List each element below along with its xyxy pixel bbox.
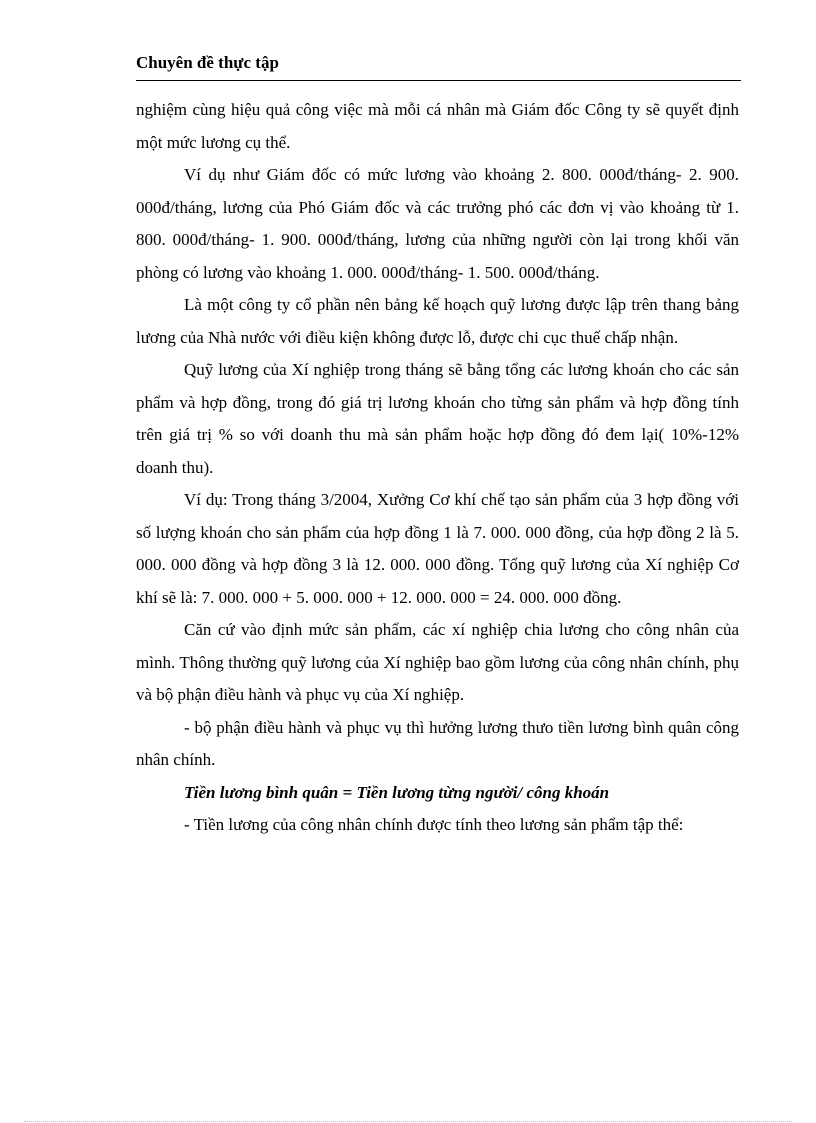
paragraph-salary-fund: Quỹ lương của Xí nghiệp trong tháng sẽ bằng tổng các lương khoán cho các sản phẩm và hợp đồng, trong đó giá trị lương khoán cho từng sản phẩm và hợp đồng tính trên giá trị % so với doanh thu mà sản phẩm hoặc hợp đồng đó đem lại( 10%-12% doanh thu). bbox=[136, 360, 739, 477]
paragraph-salary-plan: Là một công ty cổ phần nên bảng kế hoạch quỹ lương được lập trên thang bảng lương của Nhà nước với điều kiện không được lỗ, được chi cục thuế chấp nhận. bbox=[136, 295, 739, 347]
paragraph-salary-example: Ví dụ như Giám đốc có mức lương vào khoảng 2. 800. 000đ/tháng- 2. 900. 000đ/tháng, lương của Phó Giám đốc và các trưởng phó các đơn vị vào khoảng từ 1. 800. 000đ/tháng- 1. 900. 000đ/tháng, lương của những người còn lại trong khối văn phòng có lương vào khoảng 1. 000. 000đ/tháng- 1. 500. 000đ/tháng. bbox=[136, 165, 739, 282]
paragraph-continuation: nghiệm cùng hiệu quả công việc mà mỗi cá nhân mà Giám đốc Công ty sẽ quyết định một mức lương cụ thể. bbox=[136, 100, 739, 152]
formula-average-salary: Tiền lương bình quân = Tiền lương từng người/ công khoán bbox=[184, 782, 610, 802]
header-rule bbox=[136, 80, 741, 81]
paragraph-main-workers: - Tiền lương của công nhân chính được tính theo lương sản phẩm tập thể: bbox=[184, 815, 684, 834]
document-body bbox=[136, 94, 739, 842]
page-bottom-border bbox=[24, 1121, 792, 1122]
paragraph-salary-distribution: Căn cứ vào định mức sản phẩm, các xí nghiệp chia lương cho công nhân của mình. Thông thường quỹ lương của Xí nghiệp bao gồm lương của công nhân chính, phụ và bộ phận điều hành và phục vụ của Xí nghiệp. bbox=[136, 620, 739, 704]
page-header bbox=[136, 52, 741, 81]
paragraph-workshop-example: Ví dụ: Trong tháng 3/2004, Xưởng Cơ khí chế tạo sản phẩm của 3 hợp đồng với số lượng khoán cho sản phẩm của hợp đồng 1 là 7. 000. 000 đồng, của hợp đồng 2 là 5. 000. 000 đồng và hợp đồng 3 là 12. 000. 000 đồng. Tổng quỹ lương của Xí nghiệp Cơ khí sẽ là: 7. 000. 000 + 5. 000. 000 + 12. 000. 000 = 24. 000. 000 đồng. bbox=[136, 490, 739, 607]
paragraph-support-staff: - bộ phận điều hành và phục vụ thì hưởng lương thưo tiền lương bình quân công nhân chính. bbox=[136, 717, 739, 769]
header-title: Chuyên đề thực tập bbox=[136, 53, 279, 72]
